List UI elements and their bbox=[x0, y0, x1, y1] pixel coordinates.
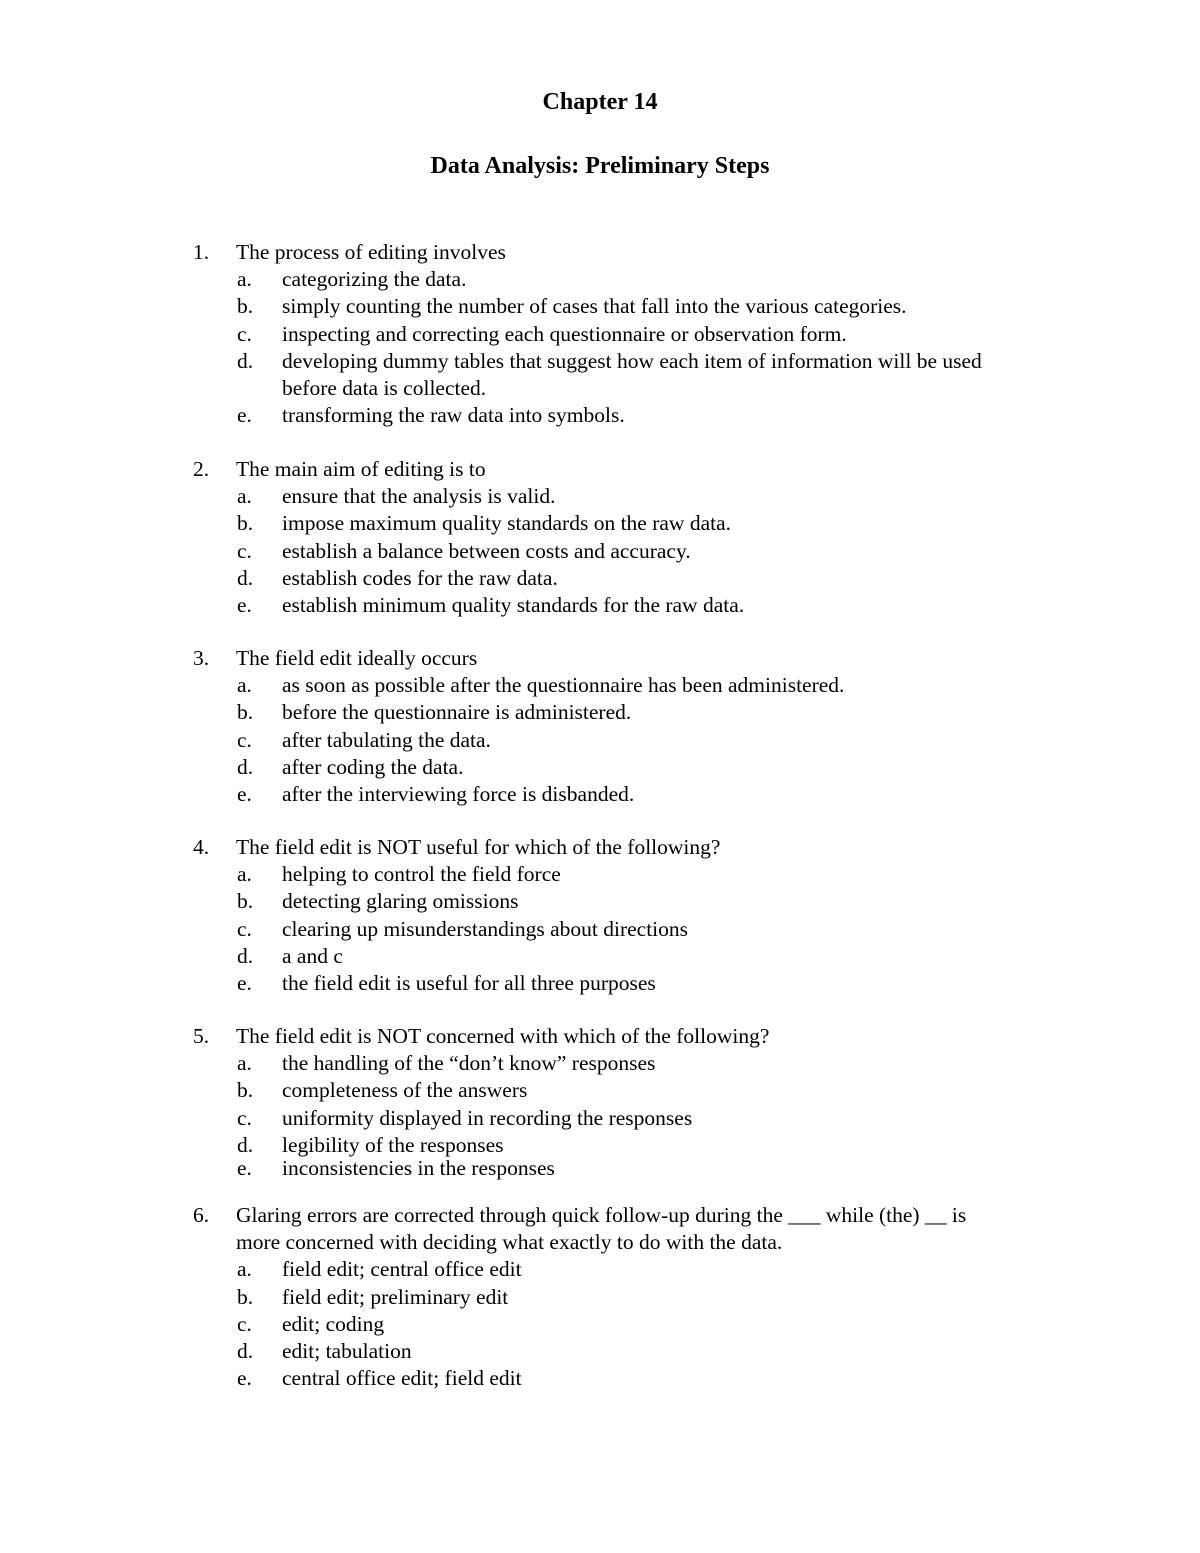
answer-option-d bbox=[0, 1132, 1200, 1155]
option-letter: d. bbox=[237, 1338, 254, 1363]
option-letter: b. bbox=[237, 294, 254, 319]
question-stem: The field edit is NOT useful for which of the following? bbox=[236, 835, 721, 859]
option-letter: a. bbox=[237, 673, 252, 698]
option-text: as soon as possible after the questionnaire has been administered. bbox=[282, 673, 845, 698]
answer-option-e bbox=[0, 592, 1200, 619]
answer-option-e bbox=[0, 781, 1200, 808]
answer-option-d bbox=[0, 348, 1200, 375]
option-letter: b. bbox=[237, 889, 254, 914]
option-letter: a. bbox=[237, 267, 252, 292]
answer-option-c bbox=[0, 1311, 1200, 1338]
option-letter: d. bbox=[237, 754, 254, 779]
answer-option-c bbox=[0, 538, 1200, 565]
answer-option-b bbox=[0, 510, 1200, 537]
question-number: 2. bbox=[193, 457, 210, 481]
option-text: inspecting and correcting each questionnaire or observation form. bbox=[282, 321, 847, 346]
option-letter: e. bbox=[237, 592, 252, 617]
option-letter: c. bbox=[237, 1105, 252, 1130]
option-text: establish a balance between costs and accuracy. bbox=[282, 538, 691, 563]
answer-option-d bbox=[0, 1338, 1200, 1365]
answer-option-b bbox=[0, 699, 1200, 726]
answer-option-d bbox=[0, 754, 1200, 781]
question-stem: The field edit is NOT concerned with which of the following? bbox=[236, 1024, 770, 1048]
option-letter: e. bbox=[237, 403, 252, 428]
option-text: simply counting the number of cases that fall into the various categories. bbox=[282, 294, 907, 319]
answer-option-d bbox=[0, 565, 1200, 592]
option-text: field edit; central office edit bbox=[282, 1257, 522, 1282]
answer-option-c bbox=[0, 727, 1200, 754]
chapter-subtitle: Data Analysis: Preliminary Steps bbox=[430, 153, 770, 179]
question-stem-continued: more concerned with deciding what exactly to do with the data. bbox=[236, 1230, 783, 1255]
option-text: before the questionnaire is administered. bbox=[282, 700, 632, 725]
question-1 bbox=[0, 239, 1200, 429]
answer-option-c bbox=[0, 916, 1200, 943]
option-text-continued: before data is collected. bbox=[282, 375, 487, 400]
option-text: transforming the raw data into symbols. bbox=[282, 403, 625, 428]
option-text: clearing up misunderstandings about directions bbox=[282, 916, 689, 941]
option-letter: e. bbox=[237, 970, 252, 995]
option-letter: c. bbox=[237, 916, 252, 941]
option-text: completeness of the answers bbox=[282, 1078, 528, 1103]
option-text: ensure that the analysis is valid. bbox=[282, 484, 556, 509]
option-letter: c. bbox=[237, 1311, 252, 1336]
option-letter: a. bbox=[237, 484, 252, 509]
option-letter: b. bbox=[237, 1284, 254, 1309]
answer-option-e bbox=[0, 402, 1200, 429]
option-letter: e. bbox=[237, 781, 252, 806]
question-number: 6. bbox=[193, 1203, 210, 1227]
question-number: 4. bbox=[193, 835, 210, 859]
answer-option-e bbox=[0, 1155, 1200, 1182]
question-stem: The main aim of editing is to bbox=[236, 457, 486, 481]
option-text: the field edit is useful for all three purposes bbox=[282, 970, 656, 995]
option-text: categorizing the data. bbox=[282, 267, 467, 292]
option-text: after the interviewing force is disbanded. bbox=[282, 781, 635, 806]
option-letter: d. bbox=[237, 1132, 254, 1157]
option-letter: c. bbox=[237, 727, 252, 752]
option-text: uniformity displayed in recording the responses bbox=[282, 1105, 693, 1130]
question-stem: The field edit ideally occurs bbox=[236, 646, 478, 670]
option-text: impose maximum quality standards on the raw data. bbox=[282, 511, 732, 536]
answer-option-c bbox=[0, 321, 1200, 348]
question-5 bbox=[0, 1023, 1200, 1182]
question-number: 5. bbox=[193, 1024, 210, 1048]
answer-option-a bbox=[0, 1050, 1200, 1077]
option-text: after tabulating the data. bbox=[282, 727, 491, 752]
answer-option-a bbox=[0, 672, 1200, 699]
option-letter: d. bbox=[237, 565, 254, 590]
option-letter: c. bbox=[237, 321, 252, 346]
question-4 bbox=[0, 834, 1200, 997]
option-text: helping to control the field force bbox=[282, 862, 561, 887]
answer-option-d bbox=[0, 943, 1200, 970]
option-letter: a. bbox=[237, 1051, 252, 1076]
option-text: inconsistencies in the responses bbox=[282, 1155, 555, 1180]
option-text: detecting glaring omissions bbox=[282, 889, 519, 914]
option-letter: a. bbox=[237, 1257, 252, 1282]
option-text: edit; tabulation bbox=[282, 1338, 412, 1363]
answer-option-a bbox=[0, 861, 1200, 888]
answer-option-a bbox=[0, 1256, 1200, 1283]
question-number: 3. bbox=[193, 646, 210, 670]
option-letter: b. bbox=[237, 700, 254, 725]
answer-option-a bbox=[0, 483, 1200, 510]
option-letter: d. bbox=[237, 348, 254, 373]
option-letter: b. bbox=[237, 511, 254, 536]
chapter-title: Chapter 14 bbox=[542, 89, 658, 115]
option-letter: b. bbox=[237, 1078, 254, 1103]
option-text: legibility of the responses bbox=[282, 1132, 504, 1157]
option-text: the handling of the “don’t know” responses bbox=[282, 1051, 656, 1076]
option-letter: e. bbox=[237, 1155, 252, 1180]
option-text: central office edit; field edit bbox=[282, 1366, 522, 1391]
question-stem: The process of editing involves bbox=[236, 240, 506, 264]
option-letter: c. bbox=[237, 538, 252, 563]
question-6 bbox=[0, 1202, 1200, 1392]
option-text: edit; coding bbox=[282, 1311, 385, 1336]
answer-option-e bbox=[0, 1365, 1200, 1392]
option-text: developing dummy tables that suggest how each item of information will be used bbox=[282, 348, 982, 373]
question-3 bbox=[0, 645, 1200, 808]
answer-option-e bbox=[0, 970, 1200, 997]
question-stem: Glaring errors are corrected through quick follow-up during the ___ while (the) __ is bbox=[236, 1203, 967, 1227]
option-text: a and c bbox=[282, 943, 343, 968]
answer-option-c bbox=[0, 1105, 1200, 1132]
answer-option-b bbox=[0, 293, 1200, 320]
answer-option-b bbox=[0, 1284, 1200, 1311]
answer-option-b bbox=[0, 888, 1200, 915]
question-2 bbox=[0, 456, 1200, 619]
option-text: after coding the data. bbox=[282, 754, 464, 779]
option-letter: a. bbox=[237, 862, 252, 887]
answer-option-a bbox=[0, 266, 1200, 293]
answer-option-b bbox=[0, 1077, 1200, 1104]
question-number: 1. bbox=[193, 240, 210, 264]
option-text: field edit; preliminary edit bbox=[282, 1284, 509, 1309]
option-letter: d. bbox=[237, 943, 254, 968]
answer-option-d-continued bbox=[0, 375, 1200, 402]
option-letter: e. bbox=[237, 1366, 252, 1391]
option-text: establish minimum quality standards for the raw data. bbox=[282, 592, 745, 617]
option-text: establish codes for the raw data. bbox=[282, 565, 558, 590]
